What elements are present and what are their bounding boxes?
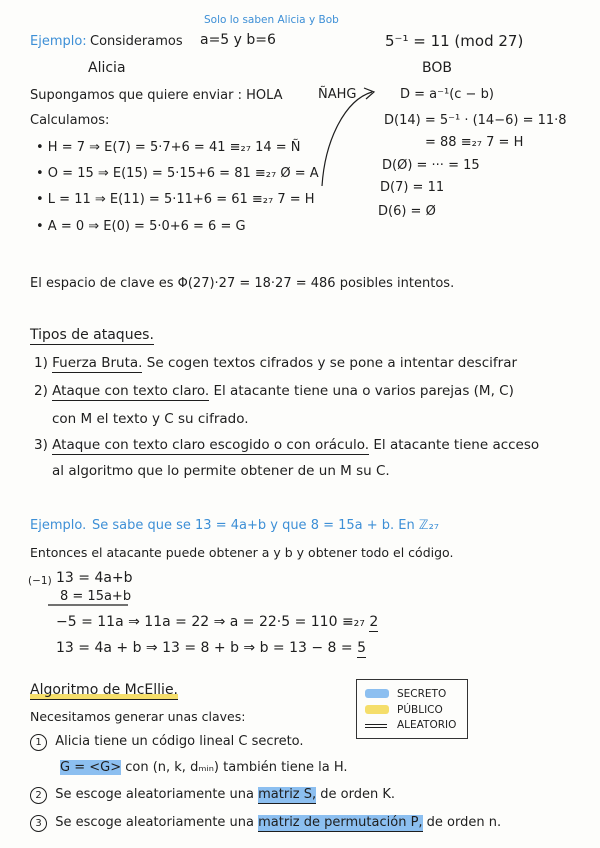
alicia-suppose: Supongamos que quiere enviar : HOLA — [30, 88, 283, 103]
bob-line-1: D(14) = 5⁻¹ · (14−6) = 11·8 — [384, 113, 567, 128]
ejemplo-text: Consideramos — [90, 34, 183, 49]
decrypt-formula: D = a⁻¹(c − b) — [400, 87, 494, 102]
ataque-1-rest: Se cogen textos cifrados y se pone a intentar descifrar — [142, 355, 518, 371]
mceliece-intro: Necesitamos generar unas claves: — [30, 709, 246, 724]
eq2: 8 = 15a+b — [60, 589, 132, 604]
step-3-num: 3 — [30, 815, 47, 832]
note-top: Solo lo saben Alicia y Bob — [204, 14, 339, 26]
ataque-3-rest: El atacante tiene acceso — [369, 437, 540, 453]
ataque-2-rest: El atacante tiene una o varios parejas (M, C) — [209, 383, 514, 399]
curved-arrow — [322, 92, 372, 186]
ejemplo2-line2: Entonces el atacante puede obtener a y b y obtener todo el código. — [30, 545, 454, 560]
bob-line-5: D(6) = Ø — [378, 204, 436, 219]
bob-line-2: = 88 ≡₂₇ 7 = H — [425, 135, 524, 150]
bob-line-3: D(Ø) = ··· = 15 — [382, 158, 480, 173]
legend-swatch-aleatorio — [365, 724, 387, 728]
gen-rest: con (n, k, dₘᵢₙ) también tiene la H. — [121, 760, 348, 775]
alicia-line-3: • L = 11 ⇒ E(11) = 5·11+6 = 61 ≡₂₇ 7 = H — [36, 192, 315, 207]
legend-label-publico: PÚBLICO — [397, 704, 443, 716]
gen-line — [60, 760, 348, 776]
result-b-text: 13 = 4a + b ⇒ 13 = 8 + b ⇒ b = 13 − 8 = — [56, 640, 353, 656]
ataque-1-num: 1) — [34, 355, 48, 371]
step-2-pre: Se escoge aleatoriamente una — [55, 787, 259, 802]
step-1 — [30, 734, 304, 751]
step-3 — [30, 815, 501, 832]
ataque-3-num: 3) — [34, 437, 48, 453]
ataque-2-cont: con M el texto y C su cifrado. — [52, 411, 249, 427]
ataque-3-name: Ataque con texto claro escogido o con oráculo. — [52, 437, 370, 453]
result-b — [56, 640, 366, 656]
alicia-calc: Calculamos: — [30, 113, 110, 128]
step-2-post: de orden K. — [316, 787, 396, 802]
alicia-title: Alicia — [88, 60, 126, 76]
step-3-post: de orden n. — [422, 815, 502, 830]
step-2-num: 2 — [30, 787, 47, 804]
alicia-line-4: • A = 0 ⇒ E(0) = 5·0+6 = 6 = G — [36, 219, 246, 234]
eq1: 13 = 4a+b — [56, 570, 133, 586]
ataque-2 — [34, 383, 514, 399]
step-1-text: Alicia tiene un código lineal C secreto. — [55, 734, 304, 749]
ataque-2-name: Ataque con texto claro. — [52, 383, 210, 399]
ataque-1 — [34, 355, 517, 371]
legend-swatch-secreto — [365, 689, 389, 698]
bob-title: BOB — [422, 60, 452, 76]
b-value: 5 — [357, 640, 367, 656]
ataque-3-cont: al algoritmo que lo permite obtener de un M su C. — [52, 463, 390, 479]
mceliece-title — [30, 682, 178, 698]
ataque-3 — [34, 437, 539, 453]
ejemplo2-label: Ejemplo. — [30, 518, 87, 533]
result-a-text: −5 = 11a ⇒ 11a = 22 ⇒ a = 22·5 = 110 ≡₂₇ — [56, 614, 365, 630]
ejemplo2-text: Se sabe que se 13 = 4a+b y que 8 = 15a + b. En ℤ₂₇ — [92, 518, 439, 533]
step-2 — [30, 787, 395, 804]
legend-label-secreto: SECRETO — [397, 688, 447, 700]
alicia-line-1: • H = 7 ⇒ E(7) = 5·7+6 = 41 ≡₂₇ 14 = Ñ — [36, 140, 301, 155]
inverse-mod: 5⁻¹ = 11 (mod 27) — [385, 32, 524, 50]
ataques-title: Tipos de ataques. — [30, 327, 154, 343]
key-space: El espacio de clave es Φ(27)·27 = 18·27 = 486 posibles intentos. — [30, 276, 455, 291]
ataque-1-name: Fuerza Bruta. — [52, 355, 143, 371]
step-2-highlight: matriz S, — [258, 787, 317, 802]
system-mark: (−1) — [28, 575, 52, 587]
legend-label-aleatorio: ALEATORIO — [397, 719, 457, 731]
step-3-highlight: matriz de permutación P, — [258, 815, 423, 830]
result-a — [56, 614, 378, 630]
gen-matrix: G = <G> — [60, 760, 122, 775]
legend-box — [356, 679, 468, 739]
step-1-num: 1 — [30, 734, 47, 751]
ejemplo-label: Ejemplo: — [30, 34, 87, 49]
bob-line-4: D(7) = 11 — [380, 180, 445, 195]
step-3-pre: Se escoge aleatoriamente una — [55, 815, 259, 830]
a-value: 2 — [369, 614, 379, 630]
alicia-line-2: • O = 15 ⇒ E(15) = 5·15+6 = 81 ≡₂₇ Ø = A — [36, 166, 319, 181]
legend-swatch-publico — [365, 705, 389, 714]
cipher-text: ÑAHG — [318, 87, 357, 102]
params: a=5 y b=6 — [200, 32, 276, 48]
ataque-2-num: 2) — [34, 383, 48, 399]
mceliece-title-text: Algoritmo de McEllie. — [30, 682, 179, 698]
